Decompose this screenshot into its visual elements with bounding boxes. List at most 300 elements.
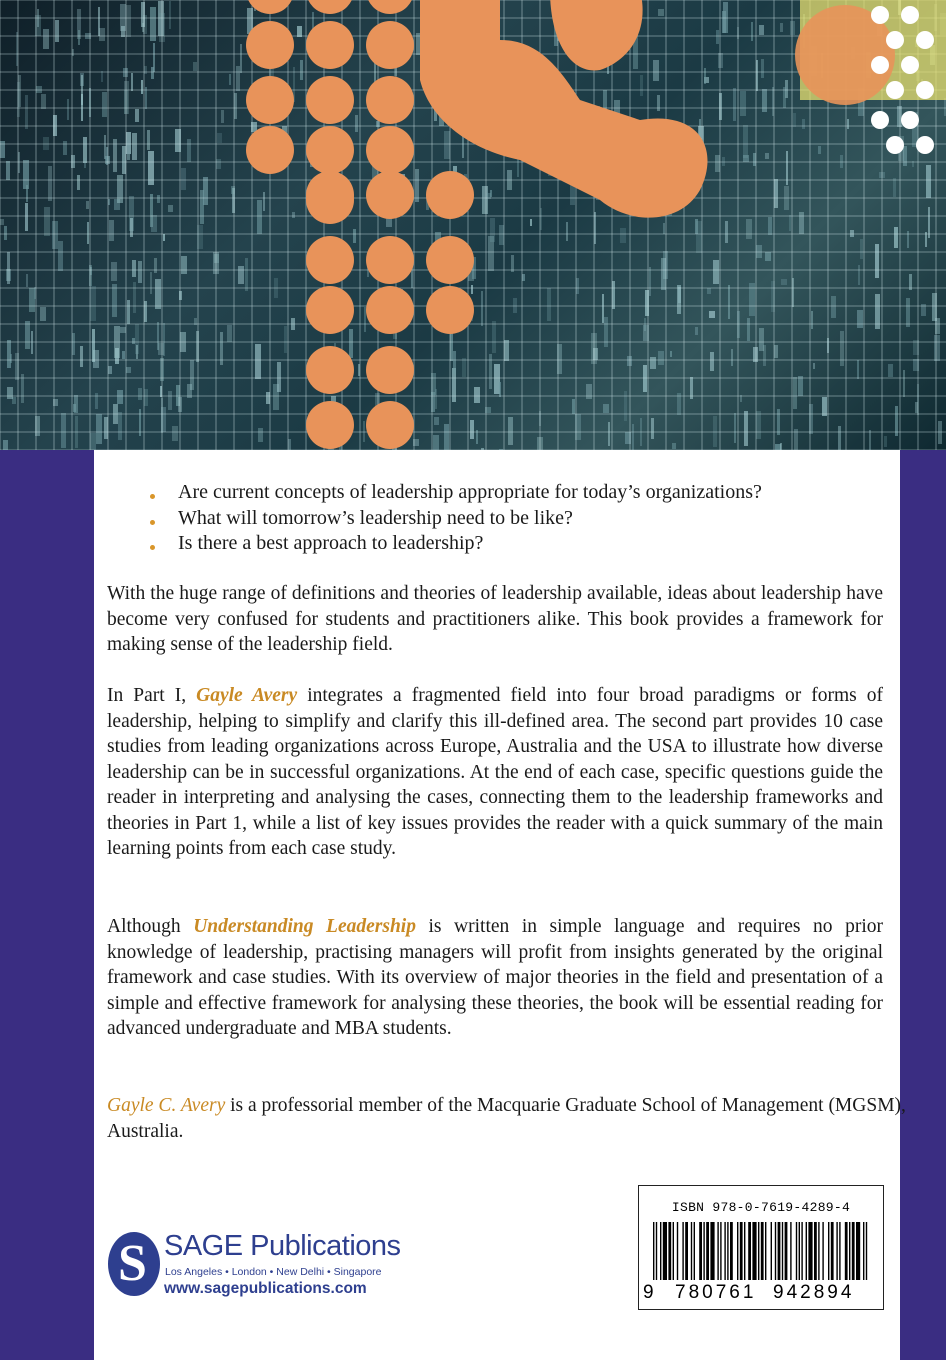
orange-dot [246,0,294,14]
code-texture [850,230,854,237]
code-texture [364,307,366,332]
code-texture [144,301,147,322]
orange-dot [366,171,414,219]
code-texture [61,413,66,448]
code-texture [115,348,119,364]
white-dot [871,6,889,24]
code-texture [234,93,237,119]
orange-dot [426,171,474,219]
code-texture [658,9,664,16]
code-texture [95,393,98,409]
white-dot [901,111,919,129]
code-texture [780,23,783,32]
barcode-bar [682,1222,683,1280]
code-texture [781,279,787,285]
barcode-bar [685,1222,688,1280]
code-texture [813,363,815,369]
code-texture [135,109,139,122]
code-texture [104,417,108,439]
code-texture [123,68,128,77]
code-texture [151,215,157,232]
code-texture [731,349,733,366]
code-texture [444,424,449,450]
code-texture [99,28,105,41]
code-texture [120,327,126,333]
barcode-bar [863,1222,864,1280]
code-texture [620,228,626,243]
white-dot [886,81,904,99]
code-texture [858,265,860,285]
barcode-bar [822,1222,823,1280]
barcode-bar [765,1222,766,1280]
code-texture [743,155,749,162]
code-texture [938,421,942,444]
code-texture [181,256,187,274]
code-texture [190,360,194,390]
code-texture [777,409,780,435]
barcode-bar [818,1222,819,1280]
code-texture [121,26,125,37]
barcode-bar [740,1222,743,1280]
code-texture [105,156,110,164]
code-texture [227,325,232,342]
code-texture [168,391,172,410]
code-texture [572,399,575,414]
barcode-bar [744,1222,745,1280]
code-texture [126,132,131,154]
code-texture [52,221,58,249]
barcode-bar [717,1222,718,1280]
code-texture [709,311,715,318]
orange-dot [306,76,354,124]
orange-dot [366,21,414,69]
code-texture [774,345,778,358]
code-texture [793,377,797,409]
code-texture [586,384,592,399]
code-texture [355,115,358,132]
code-texture [258,428,263,442]
orange-dot [246,21,294,69]
code-texture [747,318,750,341]
code-texture [179,291,182,300]
orange-dot [306,236,354,284]
barcode-bar [852,1222,855,1280]
code-texture [4,226,7,240]
code-texture [0,219,4,225]
author-highlight: Gayle Avery [196,685,298,706]
code-texture [155,279,161,309]
code-texture [728,285,730,319]
code-texture [40,307,46,321]
code-texture [650,357,656,369]
code-texture [44,207,50,236]
code-texture [132,133,137,160]
barcode-bar [720,1222,721,1280]
orange-dot [366,286,414,334]
code-texture [284,326,287,353]
code-texture [104,135,106,159]
code-texture [111,262,117,281]
code-texture [716,30,719,44]
code-texture [576,278,579,294]
code-texture [713,260,719,284]
code-texture [649,267,651,296]
code-texture [888,364,893,377]
author-name: Gayle C. Avery [107,1095,226,1116]
code-texture [102,92,107,117]
barcode-bar [831,1222,834,1280]
code-texture [627,356,632,366]
code-texture [672,443,676,449]
code-texture [831,296,836,318]
code-texture [144,66,147,74]
code-texture [87,222,89,244]
barcode-bar [836,1222,837,1280]
sage-emblem-icon: S [108,1232,160,1296]
code-texture [771,281,775,312]
code-texture [768,217,772,235]
question-item: What will tomorrow’s leadership need to be like? [150,506,870,532]
bullet-dot-icon [150,520,155,525]
book-title-highlight: Understanding Leadership [193,916,416,937]
code-texture [236,66,240,91]
code-texture [645,290,649,316]
orange-dot [366,0,414,14]
code-texture [25,321,30,349]
code-texture [857,310,863,328]
code-texture [934,335,940,361]
barcode-bar [808,1222,812,1280]
code-texture [603,90,607,110]
barcode-bar [727,1222,728,1280]
question-item: Are current concepts of leadership appropriate for today’s organizations? [150,480,870,506]
barcode-bar [790,1222,791,1280]
code-texture [907,231,909,248]
code-texture [266,392,270,404]
orange-dot [366,346,414,394]
code-texture [756,411,761,439]
code-texture [96,414,102,444]
code-texture [756,245,762,258]
code-texture [547,288,551,321]
code-texture [530,219,532,226]
barcode-bar [761,1222,764,1280]
code-texture [101,71,103,82]
code-texture [26,185,28,202]
code-texture [737,311,740,338]
code-texture [67,99,69,120]
orange-blob [550,0,643,70]
code-texture [48,166,52,201]
code-texture [602,294,604,323]
orange-dot [306,0,354,14]
code-texture [504,340,509,361]
code-texture [499,382,501,397]
barcode-bar [845,1222,848,1280]
barcode-bar [771,1222,772,1280]
barcode-bar [660,1222,661,1280]
code-texture [651,418,654,439]
code-texture [780,443,782,450]
code-texture [761,59,764,78]
code-texture [860,239,863,259]
code-texture [353,229,356,243]
orange-dot [306,401,354,449]
barcode-bar [748,1222,751,1280]
code-texture [93,350,99,368]
code-texture [643,365,647,392]
barcode-bar [706,1222,709,1280]
code-texture [6,161,10,180]
code-texture [434,417,439,425]
code-texture [471,285,473,294]
code-texture [511,255,514,272]
code-texture [734,413,736,443]
code-texture [90,286,96,321]
barcode-bar [814,1222,817,1280]
code-texture [847,119,849,129]
isbn-label: ISBN 978-0-7619-4289-4 [671,1200,851,1215]
audience-paragraph: Although Understanding Leadership is written in simple language and requires no prior knowledge of leadership, practising managers will profit from insights generated by the original framework and case studies. With its overview of major theories in the field and presentation of a simple and effective framework for analysing these theories, the book will be essential reading for advanced undergraduate and MBA students. [107,916,884,1039]
code-texture [297,26,302,37]
code-texture [798,376,803,396]
code-texture [138,388,142,400]
code-texture [363,421,365,442]
code-texture [719,93,722,120]
barcode-bar [782,1222,783,1280]
code-texture [838,426,841,450]
orange-dot [306,126,354,174]
code-texture [84,158,86,168]
code-texture [257,200,262,234]
barcode-bar [801,1222,802,1280]
code-texture [453,351,456,374]
barcode-bar [691,1222,692,1280]
code-texture [216,159,221,169]
white-dot [916,136,934,154]
code-texture [490,190,492,197]
code-texture [695,327,698,335]
white-dot [916,31,934,49]
code-texture [462,358,466,377]
code-texture [508,417,513,445]
code-texture [762,89,767,112]
orange-dot [306,286,354,334]
code-texture [25,203,28,231]
barcode-bar [856,1222,860,1280]
code-texture [744,411,748,446]
barcode-bar [785,1222,788,1280]
barcode-bar [656,1222,657,1280]
cover-artwork [0,0,946,450]
code-texture [670,351,672,357]
code-texture [718,53,723,68]
author-bio: Gayle C. Avery is a professorial member of the Macquarie Graduate School of Management (MGSM), Australia. [107,1095,906,1142]
code-texture [196,331,199,362]
code-texture [78,30,80,45]
code-texture [132,338,135,344]
code-texture [255,344,261,379]
code-texture [695,219,698,234]
barcode-bar [849,1222,850,1280]
code-texture [126,367,131,373]
code-texture [710,352,714,371]
code-texture [751,22,753,41]
code-texture [857,360,859,379]
barcode-bar [694,1222,695,1280]
code-texture [793,113,796,127]
code-texture [0,141,5,158]
code-texture [349,329,353,358]
code-texture [112,284,117,317]
code-texture [138,261,142,283]
code-texture [875,244,879,278]
part-one-paragraph: In Part I, Gayle Avery integrates a fragmented field into four broad paradigms or forms of leadership, helping to simplify and clarify this ill-defined area. The second part provides 10 case studies from leading organizations across Europe, Australia and the USA to illustrate how diverse leadership can be in successful organizations. At the end of each case, specific questions guide the reader in interpreting and analysing the cases, connecting them to the leadership frameworks and theories in Part 1, while a list of key issues provides the reader with a quick summary of the main learning points from each case study. [107,685,883,859]
code-texture [893,178,896,197]
code-texture [26,274,28,287]
orange-dot [366,401,414,449]
code-texture [789,215,791,231]
barcode-bar [839,1222,840,1280]
orange-dot [246,126,294,174]
code-texture [245,258,248,291]
code-texture [566,222,568,241]
publisher-url: www.sagepublications.com [164,1280,367,1297]
code-texture [704,68,706,84]
code-texture [163,234,165,241]
white-dot [871,111,889,129]
code-texture [790,21,795,35]
barcode-bar [724,1222,725,1280]
code-texture [109,220,114,241]
barcode-bar [796,1222,797,1280]
code-texture [300,60,303,80]
code-texture [906,298,910,327]
code-texture [822,397,827,416]
code-texture [117,175,123,203]
code-texture [733,88,736,121]
code-texture [522,274,525,281]
code-texture [489,354,492,389]
code-texture [63,141,67,155]
code-texture [181,168,186,190]
code-texture [36,86,42,93]
code-texture [895,406,898,436]
code-texture [604,317,608,347]
code-texture [707,288,711,294]
code-texture [136,345,138,359]
question-item: Is there a best approach to leadership? [150,531,870,557]
code-texture [43,137,49,150]
code-texture [153,43,155,72]
barcode-bar [758,1222,759,1280]
code-texture [187,139,191,162]
code-texture [928,207,930,238]
barcode-bar [806,1222,807,1280]
orange-dot [426,236,474,284]
code-texture [774,179,778,208]
code-texture [80,346,83,367]
code-texture [840,155,843,168]
code-texture [658,351,664,365]
code-texture [126,5,131,37]
code-texture [746,219,752,239]
code-texture [3,440,8,450]
code-texture [200,190,204,224]
orange-dot [366,126,414,174]
code-texture [7,387,13,399]
code-texture [72,333,75,355]
barcode-bar [737,1222,738,1280]
code-texture [612,281,615,309]
barcode-bar [710,1222,714,1280]
code-texture [759,25,764,35]
bullet-dot-icon [150,494,155,499]
orange-dot [306,176,354,224]
code-texture [7,252,10,284]
code-texture [86,201,89,209]
code-texture [765,252,771,261]
code-texture [229,74,231,85]
publisher-cities: Los Angeles • London • New Delhi • Singapore [165,1266,382,1278]
barcode-bar [653,1222,654,1280]
code-texture [25,95,28,129]
code-texture [288,439,291,450]
code-texture [740,91,746,116]
code-texture [18,75,21,107]
code-texture [172,426,178,441]
barcode-bar [828,1222,829,1280]
white-dot [901,56,919,74]
code-texture [759,328,764,351]
code-texture [144,389,148,406]
code-texture [217,133,222,143]
code-texture [58,241,63,271]
code-texture [444,131,450,159]
code-texture [603,404,609,413]
code-texture [713,416,717,447]
code-texture [632,424,634,450]
code-texture [482,186,488,214]
code-texture [474,387,480,403]
barcode-bar [699,1222,702,1280]
barcode-bars [653,1222,869,1280]
code-texture [10,354,12,363]
orange-dot [306,21,354,69]
barcode-bar [799,1222,800,1280]
publisher-logo [108,1232,408,1302]
code-texture [150,272,152,294]
code-texture [663,223,665,234]
code-texture [481,291,483,326]
intro-paragraph: With the huge range of definitions and theories of leadership available, ideas about leadership have become very confused for students and practitioners alike. This book provides a framework for making sense of the leadership field. [107,583,883,655]
code-texture [715,155,720,172]
code-texture [141,80,143,94]
orange-dot [366,236,414,284]
code-texture [292,212,295,218]
code-texture [499,225,504,245]
code-texture [277,362,281,392]
orange-dot [306,346,354,394]
code-texture [240,44,242,73]
code-texture [118,412,122,440]
code-texture [799,212,804,234]
barcode-bar [668,1222,671,1280]
code-texture [131,73,133,91]
bullet-dot-icon [150,545,155,550]
barcode-bar [775,1222,776,1280]
code-texture [894,227,898,248]
